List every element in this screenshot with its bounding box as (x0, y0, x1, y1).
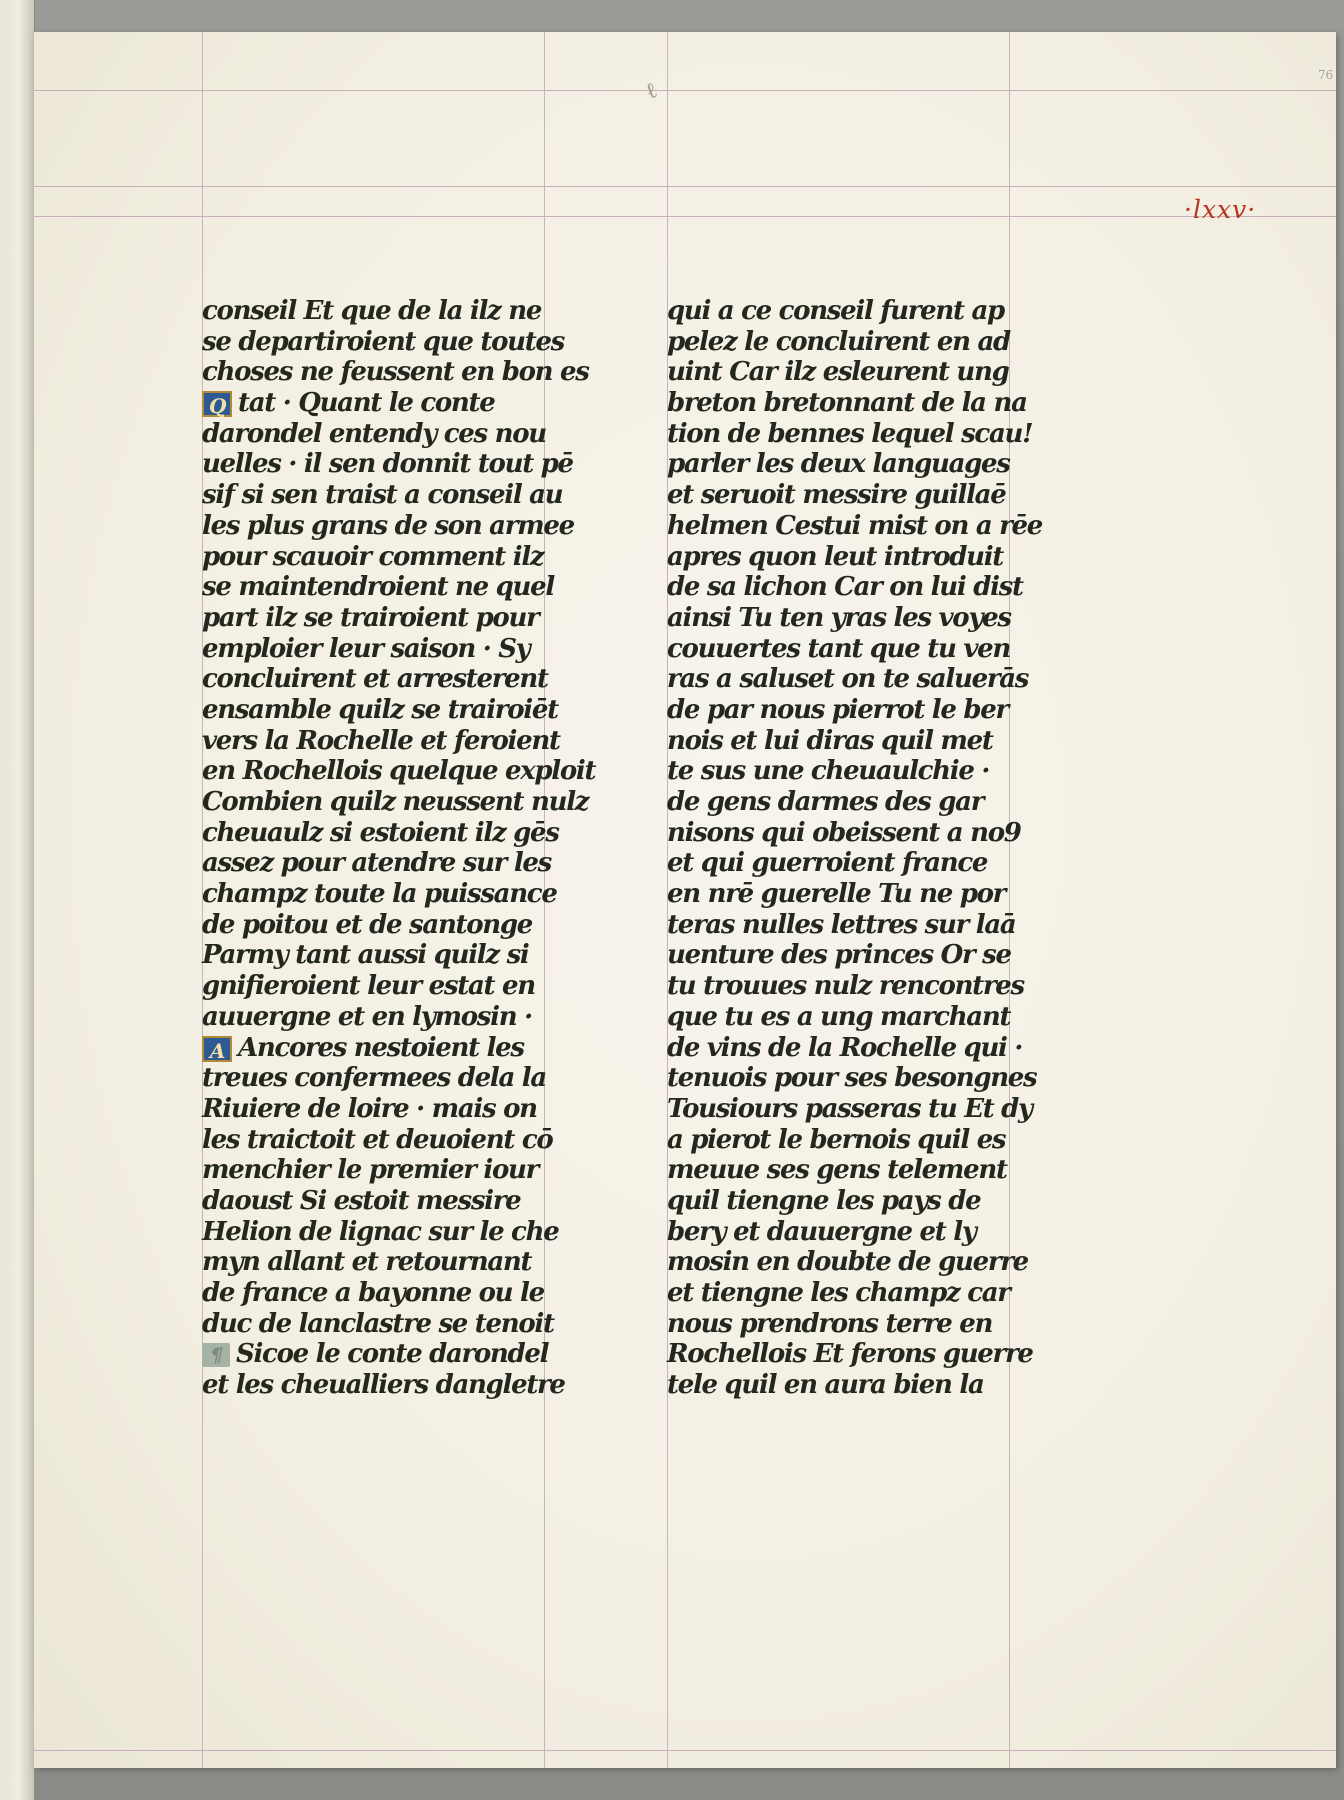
folio-page (34, 32, 1336, 1768)
text-line (202, 1155, 602, 1186)
line-text: conseil Et que de la ilz ne (202, 296, 542, 326)
line-text: auuergne et en lymosin · (202, 1001, 532, 1032)
line-text: quil tiengne les pays de (667, 1185, 981, 1216)
line-text: gnifieroient leur estat en (202, 971, 535, 1002)
text-line (667, 511, 1087, 542)
line-text: pour scauoir comment ilz (202, 541, 544, 572)
text-line (202, 726, 602, 757)
text-line (667, 1125, 1087, 1156)
text-line (202, 1370, 602, 1401)
text-line (202, 327, 602, 358)
ruling-line-text-top (34, 216, 1336, 217)
text-line (202, 542, 602, 573)
text-line (202, 1125, 602, 1156)
line-text: concluirent et arresterent (202, 664, 548, 695)
line-text: duc de lanclastre se tenoit (202, 1308, 554, 1339)
line-text: vers la Rochelle et feroient (202, 725, 560, 756)
line-text: ensamble quilz se trairoiēt (202, 694, 558, 725)
line-text: en Rochellois quelque exploit (202, 756, 596, 787)
line-text: a pierot le bernois quil es (667, 1124, 1006, 1155)
line-text: bery et dauuergne et ly (667, 1216, 976, 1247)
line-text: Combien quilz neussent nulz (202, 787, 589, 817)
text-line (667, 1033, 1087, 1064)
text-line (202, 1339, 602, 1370)
text-line (667, 1094, 1087, 1125)
text-line (667, 787, 1087, 818)
line-text: Ancores nestoient les (238, 1032, 524, 1063)
text-line (202, 572, 602, 603)
text-line (667, 542, 1087, 573)
text-line (202, 756, 602, 787)
line-text: que tu es a ung marchant (667, 1001, 1011, 1032)
text-line (667, 1186, 1087, 1217)
text-line (202, 449, 602, 480)
line-text: se maintendroient ne quel (202, 572, 554, 603)
line-text: ras a saluset on te saluerās (667, 664, 1029, 695)
line-text: de poitou et de santonge (202, 909, 533, 940)
text-line (667, 480, 1087, 511)
text-line (667, 848, 1087, 879)
text-line (202, 664, 602, 695)
line-text: couuertes tant que tu ven (667, 633, 1010, 664)
text-line (202, 1278, 602, 1309)
decorated-initial: Q (202, 391, 232, 417)
ruling-line-bottom (34, 1750, 1336, 1751)
text-line (667, 388, 1087, 419)
text-line (667, 1278, 1087, 1309)
text-line (667, 1063, 1087, 1094)
text-line (202, 603, 602, 634)
text-line (667, 1339, 1087, 1370)
text-line (667, 327, 1087, 358)
text-line (667, 357, 1087, 388)
text-line (667, 940, 1087, 971)
line-text: parler les deux languages (667, 449, 1010, 480)
text-line (667, 634, 1087, 665)
line-text: les plus grans de son armee (202, 510, 574, 541)
text-column-right (667, 296, 1087, 1401)
text-line (667, 419, 1087, 450)
text-line (202, 480, 602, 511)
folio-number: 76 (1318, 68, 1334, 82)
text-line (202, 1217, 602, 1248)
line-text: se departiroient que toutes (202, 326, 565, 357)
line-text: Tousiours passeras tu Et dy (667, 1093, 1032, 1124)
line-text: tion de bennes lequel scau! (667, 418, 1033, 449)
line-text: de france a bayonne ou le (202, 1278, 544, 1308)
text-line (667, 726, 1087, 757)
line-text: pelez le concluirent en ad (667, 326, 1010, 357)
line-text: uint Car ilz esleurent ung (667, 357, 1009, 388)
facing-page-edge (0, 0, 35, 1800)
line-text: part ilz se trairoient pour (202, 602, 539, 633)
text-line (667, 572, 1087, 603)
text-line (202, 1247, 602, 1278)
text-line (202, 296, 602, 327)
text-line (667, 756, 1087, 787)
text-line (202, 1033, 602, 1064)
text-line (202, 1186, 602, 1217)
text-line (202, 419, 602, 450)
line-text: en nrē guerelle Tu ne por (667, 879, 1006, 910)
text-line (667, 879, 1087, 910)
line-text: Parmy tant aussi quilz si (202, 940, 529, 971)
line-text: uelles · il sen donnit tout pē (202, 449, 573, 480)
line-text: les traictoit et deuoient cō (202, 1124, 553, 1155)
ruling-line-head (34, 186, 1336, 187)
text-line (202, 879, 602, 910)
line-text: helmen Cestui mist on a rēe (667, 510, 1043, 541)
text-line (667, 1309, 1087, 1340)
line-text: emploier leur saison · Sy (202, 633, 530, 664)
text-line (667, 296, 1087, 327)
line-text: Riuiere de loire · mais on (202, 1093, 537, 1124)
text-line (667, 971, 1087, 1002)
line-text: ainsi Tu ten yras les voyes (667, 602, 1011, 633)
decorated-initial: ¶ (202, 1343, 230, 1367)
text-line (202, 1063, 602, 1094)
text-column-left (202, 296, 602, 1401)
text-line (202, 787, 602, 818)
text-line (667, 1217, 1087, 1248)
line-text: mosin en doubte de guerre (667, 1247, 1028, 1278)
line-text: meuue ses gens telement (667, 1155, 1007, 1186)
line-text: darondel entendy ces nou (202, 418, 546, 449)
line-text: nois et lui diras quil met (667, 725, 993, 756)
line-text: cheuaulz si estoient ilz gēs (202, 817, 559, 848)
text-line (667, 1247, 1087, 1278)
folio-mark: ℓ (642, 77, 661, 106)
line-text: teras nulles lettres sur laā (667, 909, 1016, 940)
line-text: et tiengne les champz car (667, 1278, 1010, 1308)
line-text: tu trouues nulz rencontres (667, 971, 1024, 1002)
text-line (667, 664, 1087, 695)
line-text: de sa lichon Car on lui dist (667, 572, 1023, 603)
line-text: daoust Si estoit messire (202, 1185, 521, 1216)
line-text: tat · Quant le conte (238, 388, 495, 419)
text-line (202, 634, 602, 665)
text-line (202, 940, 602, 971)
text-line (202, 1309, 602, 1340)
text-line (202, 848, 602, 879)
line-text: Rochellois Et ferons guerre (667, 1339, 1033, 1370)
line-text: treues confermees dela la (202, 1063, 546, 1094)
line-text: nisons qui obeissent a no9 (667, 817, 1021, 848)
text-line (202, 511, 602, 542)
text-line (202, 971, 602, 1002)
text-line (202, 357, 602, 388)
text-line (667, 1002, 1087, 1033)
line-text: choses ne feussent en bon es (202, 357, 589, 388)
line-text: de vins de la Rochelle qui · (667, 1032, 1023, 1063)
line-text: menchier le premier iour (202, 1155, 539, 1186)
line-text: tele quil en aura bien la (667, 1370, 984, 1401)
line-text: de gens darmes des gar (667, 787, 984, 817)
line-text: tenuois pour ses besongnes (667, 1063, 1037, 1094)
line-text: et les cheualliers dangletre (202, 1370, 565, 1401)
text-line (667, 603, 1087, 634)
line-text: te sus une cheuaulchie · (667, 756, 990, 787)
line-text: qui a ce conseil furent ap (667, 296, 1004, 326)
text-line (202, 695, 602, 726)
line-text: et qui guerroient france (667, 848, 988, 879)
text-line (667, 1370, 1087, 1401)
text-line (667, 818, 1087, 849)
line-text: myn allant et retournant (202, 1247, 532, 1278)
line-text: et seruoit messire guillaē (667, 480, 1006, 511)
decorated-initial: A (202, 1036, 232, 1062)
line-text: sif si sen traist a conseil au (202, 480, 563, 511)
line-text: nous prendrons terre en (667, 1308, 993, 1339)
text-line (667, 1155, 1087, 1186)
line-text: Helion de lignac sur le che (202, 1216, 559, 1247)
text-line (202, 818, 602, 849)
line-text: uenture des princes Or se (667, 940, 1011, 971)
text-line (667, 695, 1087, 726)
line-text: apres quon leut introduit (667, 541, 1004, 572)
text-line (667, 449, 1087, 480)
line-text: assez pour atendre sur les (202, 848, 551, 879)
line-text: de par nous pierrot le ber (667, 694, 1008, 725)
text-line (667, 910, 1087, 941)
line-text: Sicoe le conte darondel (236, 1339, 549, 1370)
ruling-line-top (34, 90, 1336, 91)
line-text: champz toute la puissance (202, 879, 557, 910)
text-line (202, 910, 602, 941)
text-line (202, 1094, 602, 1125)
chapter-number: ·lxxv· (1184, 195, 1257, 224)
text-line (202, 1002, 602, 1033)
line-text: breton bretonnant de la na (667, 388, 1027, 419)
text-line (202, 388, 602, 419)
